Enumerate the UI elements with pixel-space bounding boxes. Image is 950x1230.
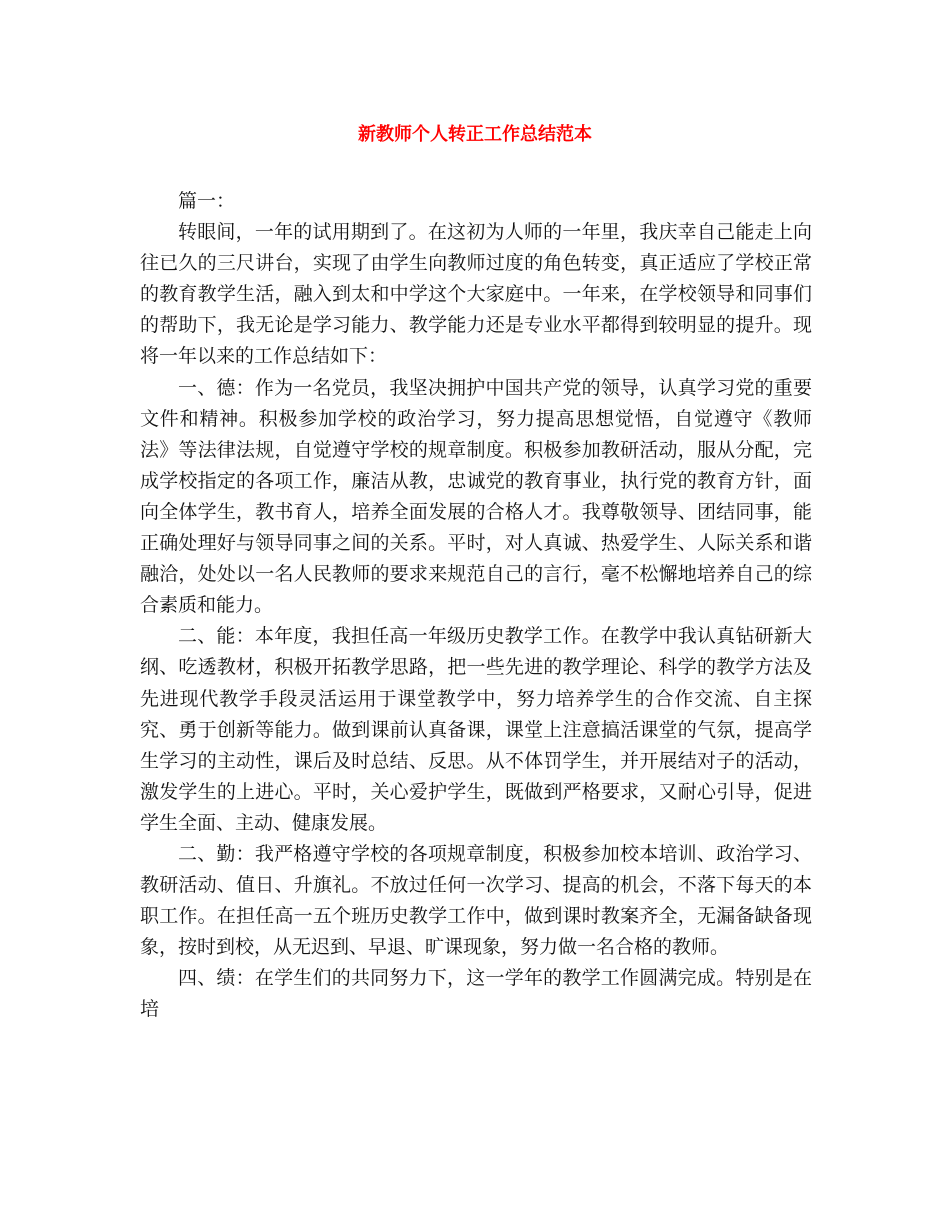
paragraph-ability: 二、能：本年度，我担任高一年级历史教学工作。在教学中我认真钻研新大纲、吃透教材，积极开拓教学思路，把一些先进的教学理论、科学的教学方法及先进现代教学手段灵活运用于课堂教学中，努力培养学生的合作交流、自主探究、勇于创新等能力。做到课前认真备课，课堂上注意搞活课堂的气氛，提高学生学习的主动性，课后及时总结、反思。从不体罚学生，并开展结对子的活动，激发学生的上进心。平时，关心爱护学生，既做到严格要求，又耐心引导，促进学生全面、主动、健康发展。 — [140, 625, 812, 834]
paragraph-intro-label: 篇一： — [178, 190, 236, 212]
document-title: 新教师个人转正工作总结范本 — [358, 124, 592, 145]
paragraph-morality: 一、德：作为一名党员，我坚决拥护中国共产党的领导，认真学习党的重要文件和精神。积极参加学校的政治学习，努力提高思想觉悟，自觉遵守《教师法》等法律法规，自觉遵守学校的规章制度。积极参加教研活动，服从分配，完成学校指定的各项工作，廉洁从教，忠诚党的教育事业，执行党的教育方针，面向全体学生，教书育人，培养全面发展的合格人才。我尊敬领导、团结同事，能正确处理好与领导同事之间的关系。平时，对人真诚、热爱学生、人际关系和谐融洽，处处以一名人民教师的要求来规范自己的言行，毫不松懈地培养自己的综合素质和能力。 — [140, 376, 812, 617]
paragraph-opening: 转眼间，一年的试用期到了。在这初为人师的一年里，我庆幸自己能走上向往已久的三尺讲台，实现了由学生向教师过度的角色转变，真正适应了学校正常的教育教学生活，融入到太和中学这个大家庭中。一年来，在学校领导和同事们的帮助下，我无论是学习能力、教学能力还是专业水平都得到较明显的提升。现将一年以来的工作总结如下： — [140, 221, 812, 368]
document-body — [140, 186, 812, 1026]
paragraph-diligence: 二、勤：我严格遵守学校的各项规章制度，积极参加校本培训、政治学习、教研活动、值日、升旗礼。不放过任何一次学习、提高的机会，不落下每天的本职工作。在担任高一五个班历史教学工作中，做到课时教案齐全，无漏备缺备现象，按时到校，从无迟到、早退、旷课现象，努力做一名合格的教师。 — [140, 842, 812, 959]
paragraph-achievement: 四、绩：在学生们的共同努力下，这一学年的教学工作圆满完成。特别是在培 — [140, 967, 812, 1021]
